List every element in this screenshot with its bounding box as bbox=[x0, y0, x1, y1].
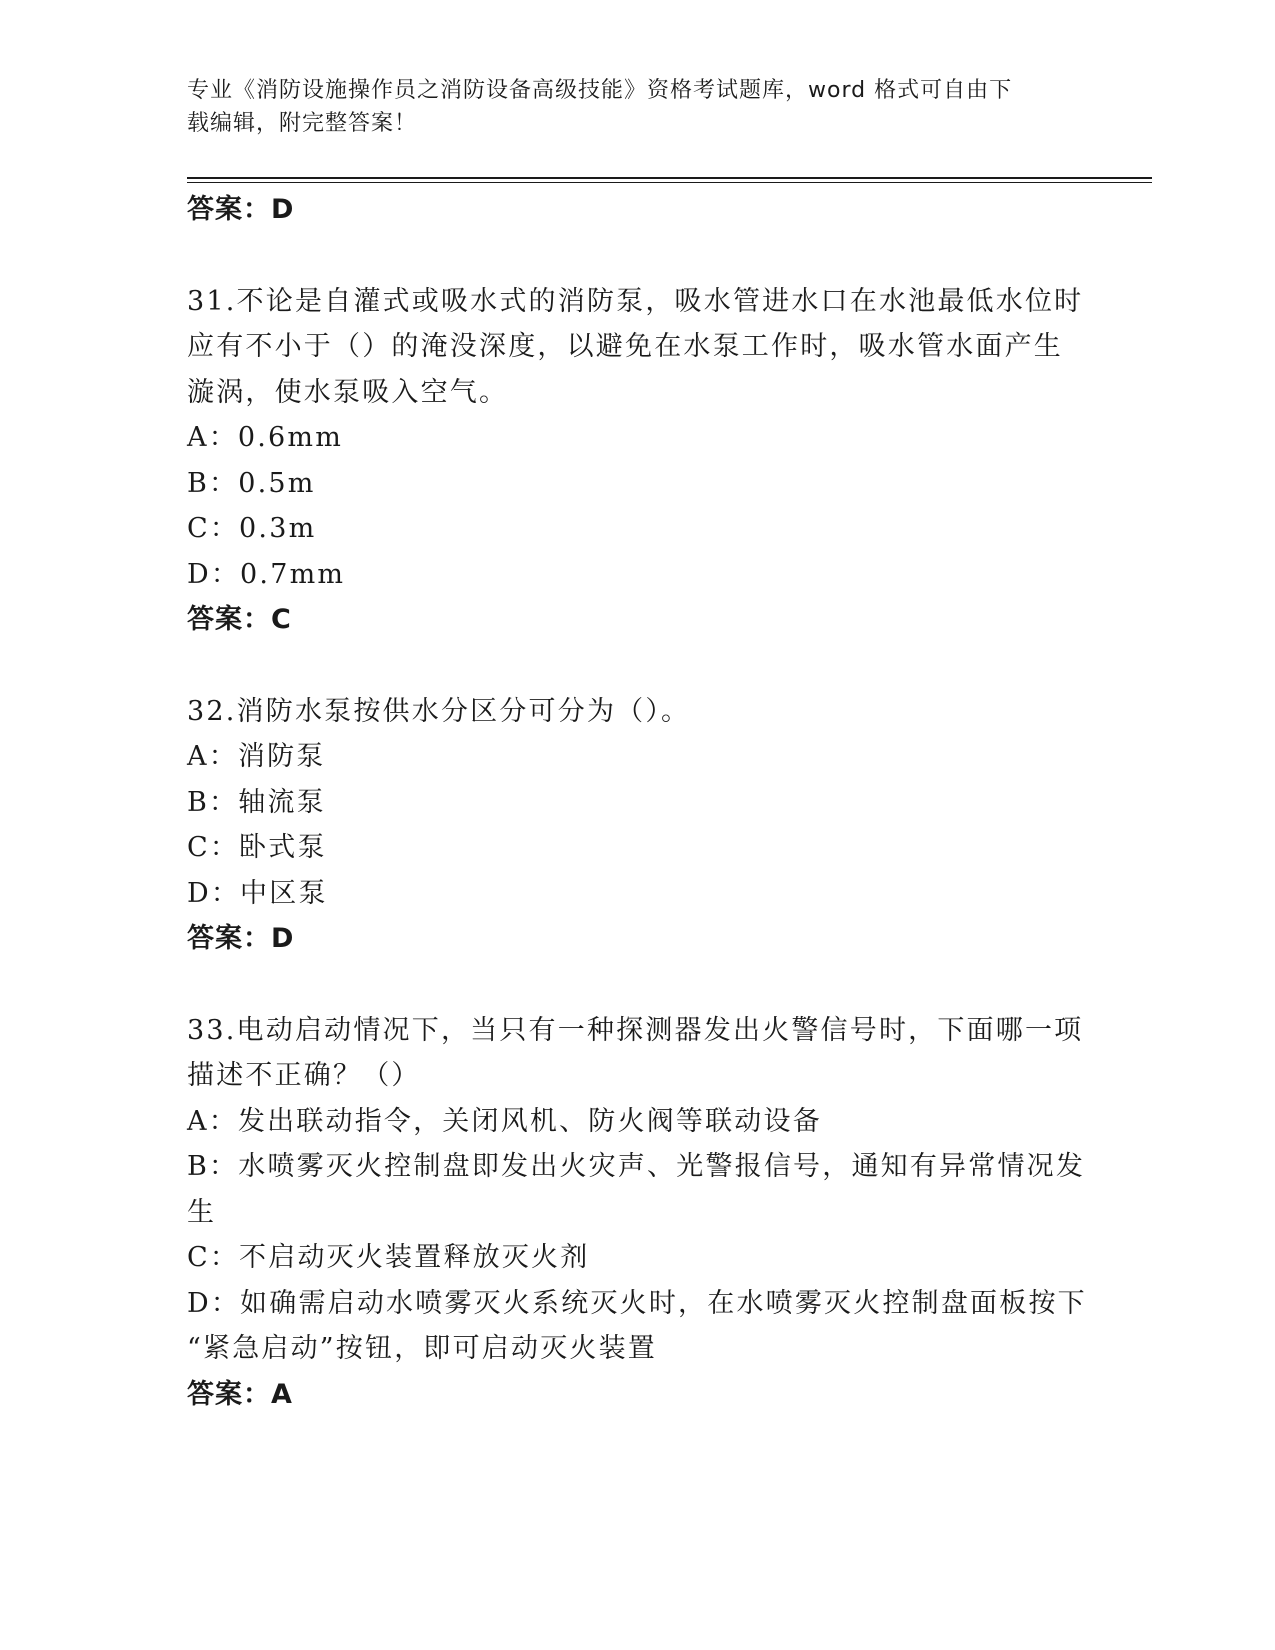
option-b: B：水喷雾灭火控制盘即发出火灾声、光警报信号，通知有异常情况发 bbox=[187, 1151, 1086, 1182]
option-b: B：轴流泵 bbox=[187, 786, 326, 818]
header-divider-thick bbox=[187, 177, 1152, 179]
question-text-line: 应有不小于（）的淹没深度，以避免在水泵工作时，吸水管水面产生 bbox=[187, 331, 1063, 362]
answer-line: 答案：A bbox=[187, 1378, 293, 1410]
question-list bbox=[187, 187, 1087, 1417]
option-d-continued: “紧急启动”按钮，即可启动灭火装置 bbox=[187, 1333, 658, 1364]
question-text-line: 32.消防水泵按供水分区分可分为（）。 bbox=[187, 695, 691, 727]
option-a: A：0.6mm bbox=[187, 422, 344, 453]
answer-line: 答案：C bbox=[187, 604, 292, 635]
option-c: C：卧式泵 bbox=[187, 832, 327, 863]
spacer bbox=[187, 962, 1087, 1008]
option-c: C：不启动灭火装置释放灭火剂 bbox=[187, 1242, 590, 1273]
option-a: A：消防泵 bbox=[187, 741, 326, 772]
option-a: A：发出联动指令，关闭风机、防火阀等联动设备 bbox=[187, 1105, 822, 1137]
option-b: B：0.5m bbox=[187, 467, 316, 499]
document-header bbox=[187, 74, 1087, 140]
spacer bbox=[187, 233, 1087, 279]
option-d: D：0.7mm bbox=[187, 558, 346, 590]
question-block-31 bbox=[187, 279, 1087, 643]
question-text-line: 33.电动启动情况下，当只有一种探测器发出火警信号时，下面哪一项 bbox=[187, 1014, 1084, 1046]
header-line-2: 载编辑，附完整答案！ bbox=[187, 111, 418, 136]
question-text-line: 31.不论是自灌式或吸水式的消防泵，吸水管进水口在水池最低水位时 bbox=[187, 285, 1084, 317]
question-block-33 bbox=[187, 1008, 1087, 1418]
spacer bbox=[187, 643, 1087, 689]
header-divider-thin bbox=[187, 182, 1152, 183]
question-block-32 bbox=[187, 689, 1087, 962]
question-text-line: 描述不正确？（） bbox=[187, 1060, 421, 1091]
answer-line: 答案：D bbox=[187, 194, 295, 225]
option-d: D：中区泵 bbox=[187, 877, 328, 909]
header-line-1: 专业《消防设施操作员之消防设备高级技能》资格考试题库，word 格式可自由下 bbox=[187, 78, 1013, 103]
answer-line: 答案：D bbox=[187, 923, 295, 954]
option-b-continued: 生 bbox=[187, 1196, 217, 1228]
option-d: D：如确需启动水喷雾灭火系统灭火时，在水喷雾灭火控制盘面板按下 bbox=[187, 1287, 1087, 1319]
question-text-line: 漩涡，使水泵吸入空气。 bbox=[187, 376, 509, 408]
option-c: C：0.3m bbox=[187, 513, 317, 544]
